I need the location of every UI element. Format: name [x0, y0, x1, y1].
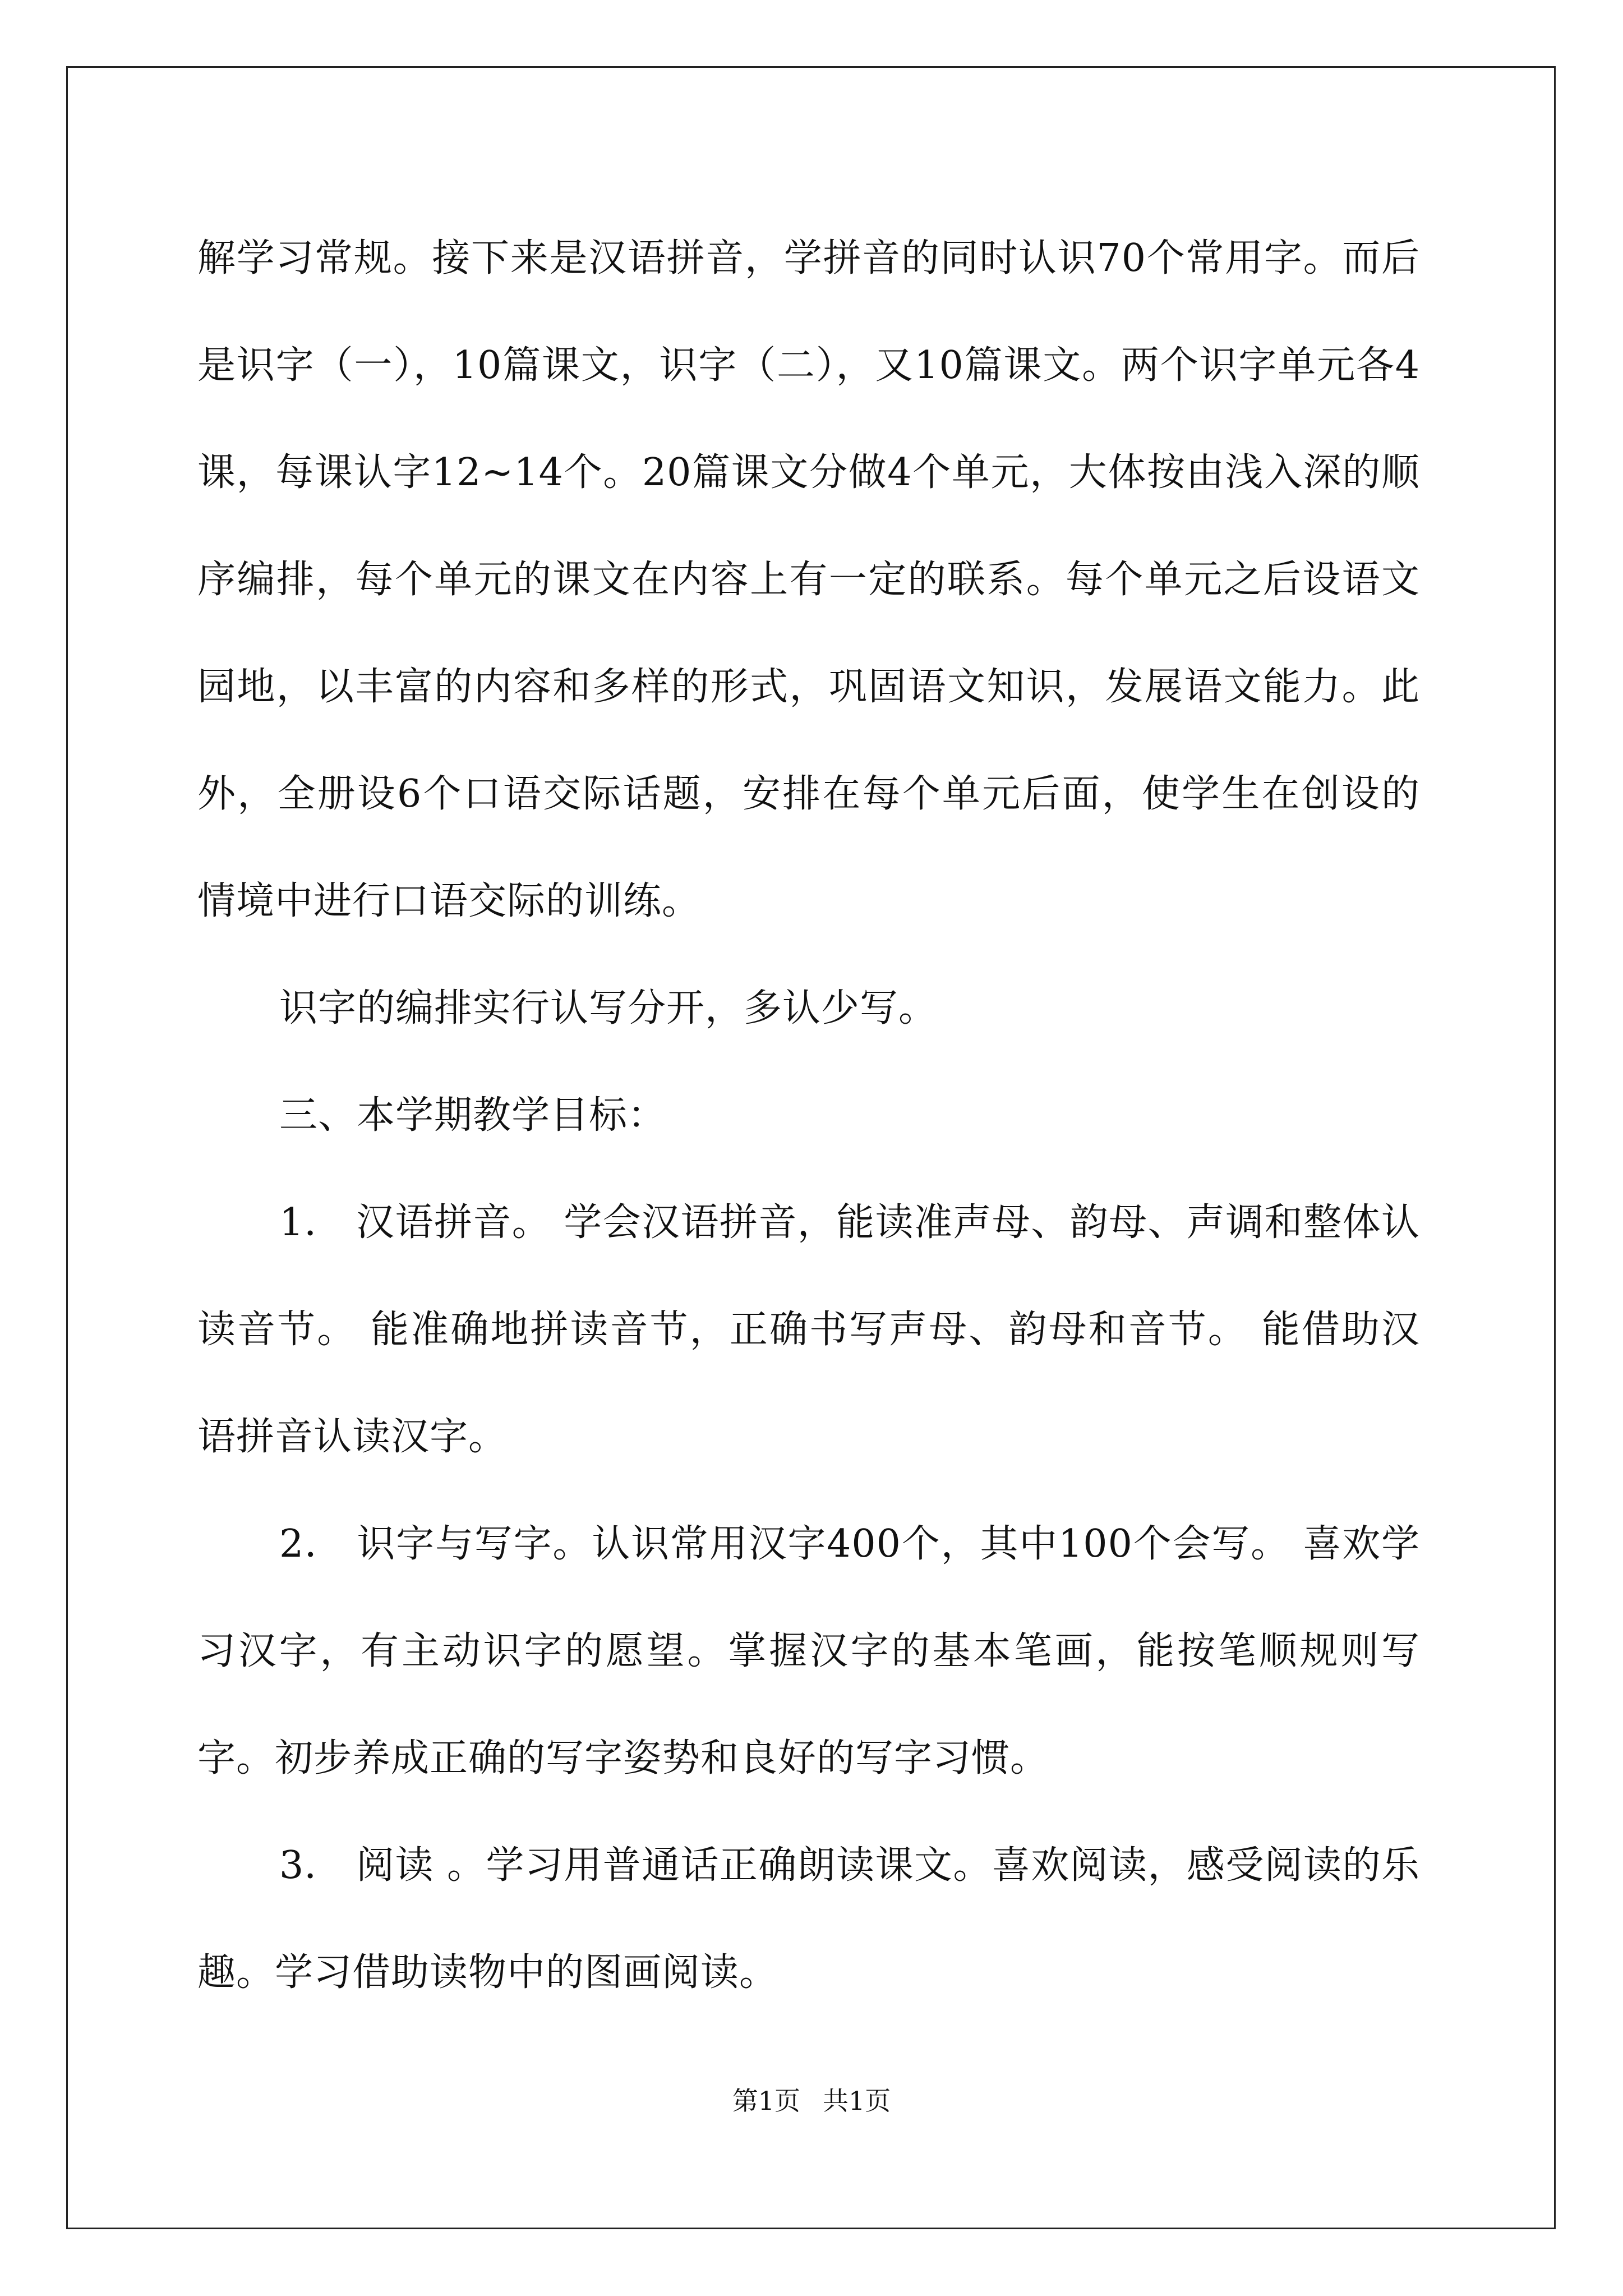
page-footer: [0, 2084, 1623, 2118]
goal-item-literacy-writing: 2． 识字与写字。认识常用汉字400个，其中100个会写。 喜欢学习汉字，有主动识字的愿望。掌握汉字的基本笔画，能按笔顺规则写字。初步养成正确的写字姿势和良好的写字习惯。: [197, 1522, 1420, 1780]
page-number: 第1页: [732, 2086, 800, 2116]
paragraph-course-structure: 解学习常规。接下来是汉语拼音，学拼音的同时认识70个常用字。而后是识字（一），10篇课文，识字（二），又10篇课文。两个识字单元各4课，每课认字12~14个。20篇课文分做4个单元，大体按由浅入深的顺序编排，每个单元的课文在内容上有一定的联系。每个单元之后设语文园地，以丰富的内容和多样的形式，巩固语文知识，发展语文能力。此外，全册设6个口语交际话题，安排在每个单元后面，使学生在创设的情境中进行口语交际的训练。: [197, 236, 1420, 923]
page-total: 共1页: [823, 2086, 891, 2116]
goal-item-pinyin: 1． 汉语拼音。 学会汉语拼音，能读准声母、韵母、声调和整体认读音节。 能准确地拼读音节，正确书写声母、韵母和音节。 能借助汉语拼音认读汉字。: [197, 1200, 1420, 1459]
paragraph-literacy-arrangement: 识字的编排实行认写分开，多认少写。: [279, 986, 938, 1030]
section-heading-teaching-goals: 三、本学期教学目标：: [279, 1093, 667, 1138]
goal-item-reading: 3． 阅读 。学习用普通话正确朗读课文。喜欢阅读，感受阅读的乐趣。学习借助读物中的图画阅读。: [197, 1843, 1420, 1995]
document-body: [197, 205, 1420, 2026]
